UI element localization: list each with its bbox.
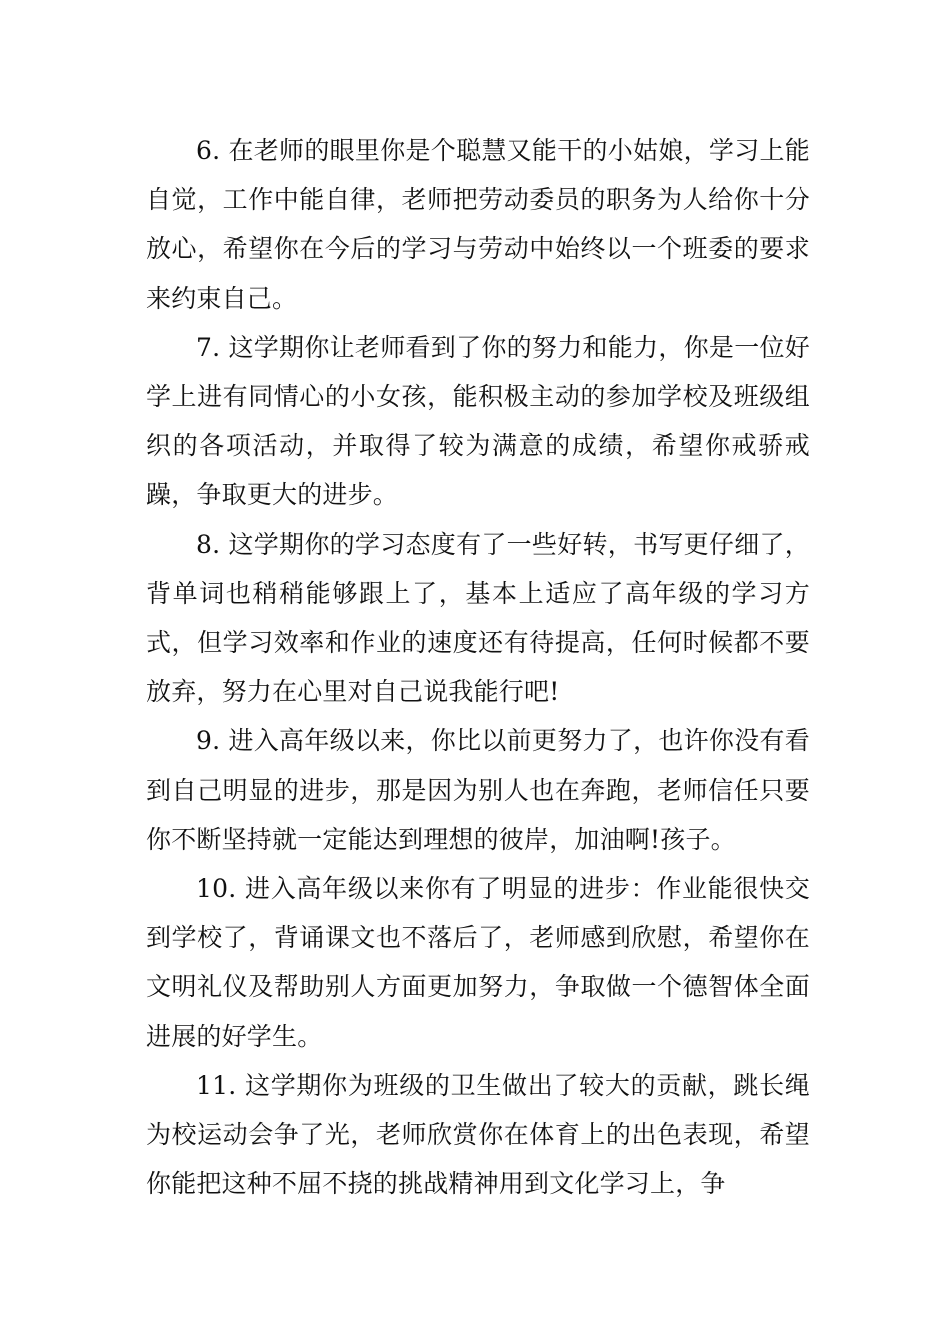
comment-paragraph-8: 8. 这学期你的学习态度有了一些好转，书写更仔细了，背单词也稍稍能够跟上了，基本上适应了高年级的学习方式，但学习效率和作业的速度还有待提高，任何时候都不要放弃，努力在心里对自己说我能行吧! [146,529,810,707]
document-body [146,126,810,1208]
comment-paragraph-6: 6. 在老师的眼里你是个聪慧又能干的小姑娘，学习上能自觉，工作中能自律，老师把劳动委员的职务为人给你十分放心，希望你在今后的学习与劳动中始终以一个班委的要求来约束自己。 [146,136,810,313]
comment-paragraph-7: 7. 这学期你让老师看到了你的努力和能力，你是一位好学上进有同情心的小女孩，能积极主动的参加学校及班级组织的各项活动，并取得了较为满意的成绩，希望你戒骄戒躁，争取更大的进步。 [146,332,810,510]
comment-paragraph-9: 9. 进入高年级以来，你比以前更努力了，也许你没有看到自己明显的进步，那是因为别人也在奔跑，老师信任只要你不断坚持就一定能达到理想的彼岸，加油啊!孩子。 [146,726,810,854]
comment-paragraph-10: 10. 进入高年级以来你有了明显的进步：作业能很快交到学校了，背诵课文也不落后了，老师感到欣慰，希望你在文明礼仪及帮助别人方面更加努力，争取做一个德智体全面进展的好学生。 [146,874,810,1051]
comment-paragraph-11: 11. 这学期你为班级的卫生做出了较大的贡献，跳长绳为校运动会争了光，老师欣赏你在体育上的出色表现，希望你能把这种不屈不挠的挑战精神用到文化学习上，争 [146,1070,810,1199]
